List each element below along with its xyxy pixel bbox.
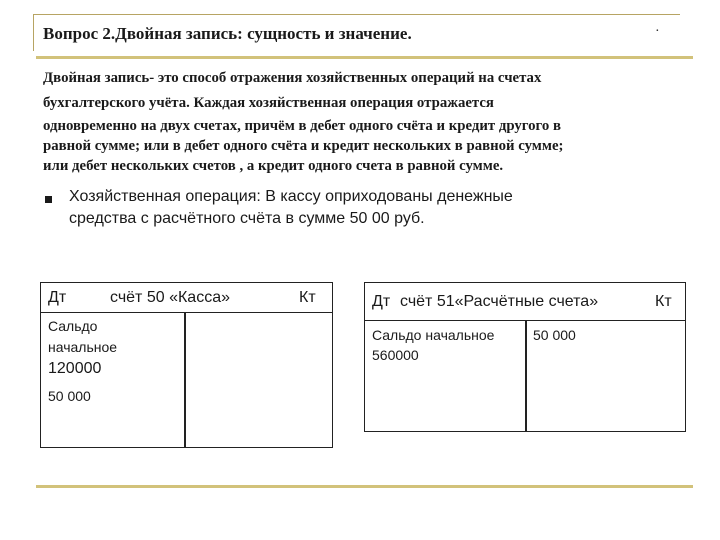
- bottom-divider: [36, 485, 693, 488]
- credit-entry: 50 000: [533, 327, 576, 343]
- opening-balance-value: 560000: [372, 347, 419, 363]
- bullet-line: средства с расчётного счёта в сумме 50 00 руб.: [69, 210, 425, 227]
- t-account-50: [40, 282, 333, 448]
- definition-line: равной сумме; или в дебет одного счёта и кредит нескольких в равной сумме;: [43, 138, 564, 154]
- definition-line: бухгалтерского учёта. Каждая хозяйственная операция отражается: [43, 95, 494, 111]
- opening-balance-label: Сальдо: [48, 318, 98, 334]
- definition-paragraph: [43, 66, 683, 176]
- bullet-square-icon: [45, 196, 52, 203]
- title-mark: ·: [655, 24, 660, 39]
- credit-label: Кт: [299, 289, 316, 306]
- bullet-line: Хозяйственная операция: В кассу оприходованы денежные: [69, 188, 513, 205]
- credit-label: Кт: [655, 293, 672, 310]
- opening-balance-label: Сальдо начальное: [372, 327, 495, 343]
- t-account-header: [365, 283, 685, 321]
- bullet-text: [69, 186, 629, 230]
- definition-line: Двойная запись- это способ отражения хозяйственных операций на счетах: [43, 70, 542, 86]
- opening-balance-label: начальное: [48, 339, 118, 355]
- title-divider: [36, 56, 693, 59]
- debit-entry: 50 000: [48, 388, 91, 404]
- account-name: счёт 51«Расчётные счета»: [400, 293, 599, 310]
- definition-line: или дебет нескольких счетов , а кредит одного счета в равной сумме.: [43, 158, 504, 174]
- slide-title: Вопрос 2.Двойная запись: сущность и значение.: [43, 24, 412, 43]
- t-account-divider: [184, 312, 186, 447]
- account-name: счёт 50 «Касса»: [110, 289, 230, 306]
- t-account-divider: [525, 320, 527, 431]
- opening-balance-value: 120000: [48, 360, 102, 377]
- t-account-51: [364, 282, 686, 432]
- debit-label: Дт: [372, 293, 391, 310]
- definition-line: одновременно на двух счетах, причём в дебет одного счёта и кредит другого в: [43, 118, 561, 134]
- t-account-header: [41, 283, 332, 313]
- debit-label: Дт: [48, 289, 67, 306]
